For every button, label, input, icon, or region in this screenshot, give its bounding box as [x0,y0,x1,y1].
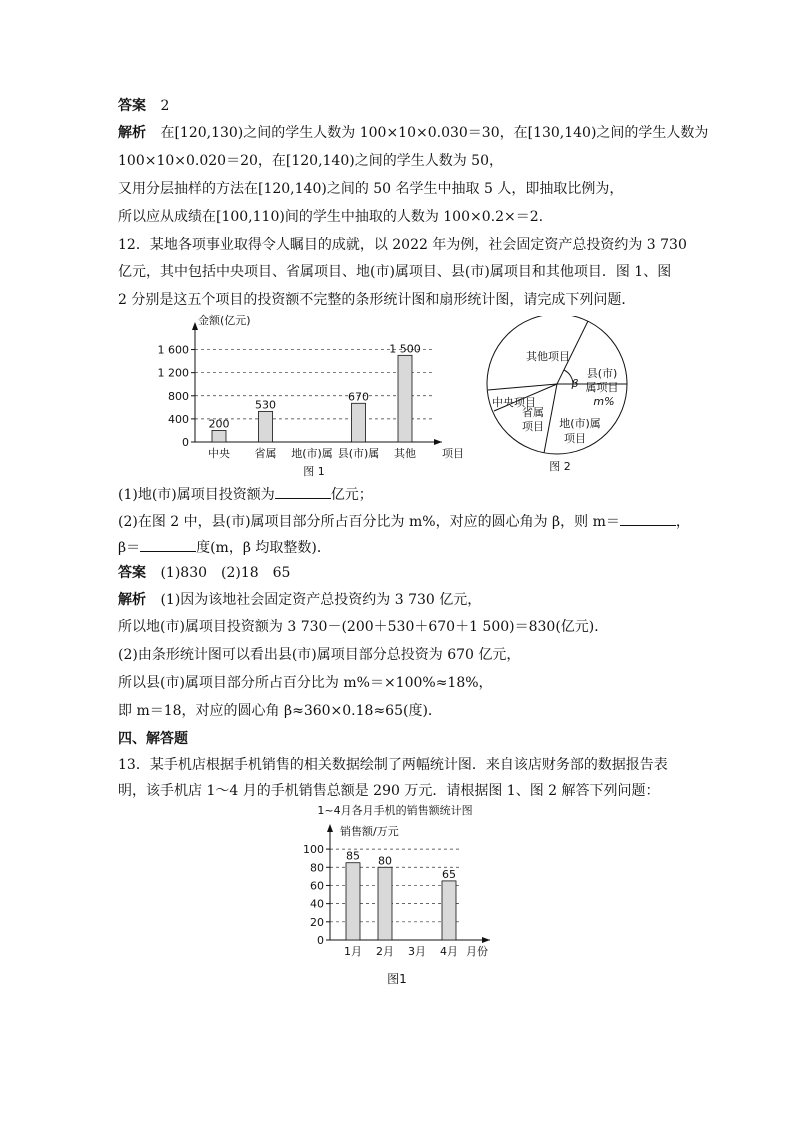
answer-blank [140,537,196,552]
q12-part-2-cont [118,537,331,558]
sales-bar-chart [300,802,510,987]
pie-label-mpct: m% [593,395,615,408]
section-heading: 四、解答题 [118,731,188,747]
q13-stem-1: 13．某手机店根据手机销售的相关数据绘制了两幅统计图．来自该店财务部的数据报告表 [118,757,668,773]
pie-label-beta: β [571,377,579,390]
q11-analysis-4: 所以应从成绩在[100,110)间的学生中抽取的人数为 100×0.2×＝2. [118,209,544,225]
chart1-category-label: 省属 [254,447,277,460]
chart2-x-arrow [482,937,490,943]
q11-analysis-2: 100×10×0.020＝20，在[120,140)之间的学生人数为 50， [118,153,503,169]
pie-divider-3 [544,384,557,453]
chart2-bar [378,867,392,940]
q12-part-2 [118,511,690,532]
chart1-data-label: 530 [255,398,276,412]
chart1-data-label: 670 [348,390,369,404]
chart2-ylabel: 销售额/万元 [340,825,399,838]
chart1-ytick-label: 0 [182,436,189,449]
pie-label-county-2: 属项目 [585,381,619,394]
chart1-caption: 图 1 [303,465,325,478]
chart1-bar [352,403,366,442]
chart2-category-label: 4月 [440,945,458,958]
pie-label-other: 其他项目 [526,350,570,363]
q12-analysis-3: (2)由条形统计图可以看出县(市)属项目部分总投资为 670 亿元， [118,647,521,663]
chart2-bar [442,881,456,940]
analysis-label: 解析 [118,125,146,141]
part2-suffix: 度(m，β 均取整数)． [196,540,331,556]
answer-label: 答案 [118,98,146,114]
investment-bar-chart [150,310,480,482]
chart1-xlabel: 项目 [442,447,464,460]
q12-answer [118,563,290,583]
q12-stem-3: 2 分别是这五个项目的投资额不完整的条形统计图和扇形统计图，请完成下列问题． [118,292,636,308]
pie-label-province-1: 省属 [522,406,544,419]
chart2-category-label: 2月 [376,945,394,958]
chart2-data-label: 80 [378,854,392,868]
answer-blank [275,484,331,499]
chart2-caption: 图1 [387,972,407,986]
q12-stem-1: 12．某地各项事业取得令人瞩目的成就，以 2022 年为例，社会固定资产总投资约为 3 730 [118,237,687,253]
chart2-data-label: 65 [442,867,456,881]
q12-stem-2: 亿元，其中包括中央项目、省属项目、地(市)属项目、县(市)属项目和其他项目．图 1、图 [118,264,672,280]
chart1-data-label: 200 [208,417,230,431]
q12-analysis-4: 所以县(市)属项目部分所占百分比为 m%＝×100%≈18%， [118,675,493,691]
chart2-ytick-label: 80 [310,861,324,875]
pie-label-county-1: 县(市) [586,367,618,380]
chart1-ytick-label: 1 200 [157,366,189,380]
chart2-ytick-label: 60 [310,879,324,893]
chart2-ytick-label: 40 [310,897,324,911]
chart2-ytick-label: 0 [317,934,324,947]
q11-analysis-3: 又用分层抽样的方法在[120,140)之间的 50 名学生中抽取 5 人，即抽取比例为， [118,181,624,197]
q12-analysis-5: 即 m＝18，对应的圆心角 β≈360×0.18≈65(度)． [118,703,442,719]
q13-stem-2: 明，该手机店 1～4 月的手机销售总额是 290 万元．请根据图 1、图 2 解答下列问题： [118,783,660,799]
part2-sep: ， [675,514,690,530]
chart1-category-label: 县(市)属 [337,447,380,460]
chart2-data-label: 85 [346,849,360,863]
answer-value: (1)830 (2)18 65 [160,565,291,581]
answer-label: 答案 [118,565,146,581]
pie-label-city-2: 项目 [564,432,586,445]
analysis-text: 在[120,130)之间的学生人数为 100×10×0.030＝30，在[130,140)之间的学生人数为 [160,125,709,141]
pie-divider-4 [488,384,557,390]
pie-label-central: 中央项目 [492,396,536,409]
chart1-category-label: 中央 [208,447,230,460]
answer-blank [620,511,676,526]
chart2-ytick-label: 100 [303,843,324,857]
pie-label-province-2: 项目 [522,420,544,433]
chart2-category-label: 3月 [408,945,426,958]
analysis-label: 解析 [118,592,146,608]
pie-caption: 图 2 [549,460,571,473]
chart2-category-label: 1月 [344,945,362,958]
q11-analysis-1 [118,123,708,143]
analysis-text: (1)因为该地社会固定资产总投资约为 3 730 亿元， [160,592,482,608]
part2-text: (2)在图 2 中，县(市)属项目部分所占百分比为 m%，对应的圆心角为 β，则 m＝ [118,514,620,530]
chart1-ytick-label: 1 600 [157,343,189,357]
chart1-category-label: 其他 [394,447,416,460]
chart1-bar [259,411,273,442]
chart2-title: 1~4月各月手机的销售额统计图 [317,804,473,817]
chart2-xlabel: 月份 [466,945,488,958]
chart1-bar [398,355,412,442]
investment-pie-chart [480,316,640,476]
part2-beta: β＝ [118,540,141,556]
chart1-category-label: 地(市)属 [291,447,333,460]
chart2-bar [346,863,360,940]
chart2-ytick-label: 20 [310,915,324,929]
q12-analysis-1 [118,590,481,610]
q12-analysis-2: 所以地(市)属项目投资额为 3 730－(200＋530＋670＋1 500)＝830(亿元)． [118,619,609,635]
chart1-x-arrow [434,439,442,445]
part1-text: (1)地(市)属项目投资额为 [118,487,275,503]
chart1-ytick-label: 400 [168,412,189,426]
chart1-data-label: 1 500 [389,342,421,356]
chart1-ylabel: 金额(亿元) [198,314,251,327]
chart1-ytick-label: 800 [168,389,189,403]
part1-suffix: 亿元； [330,487,373,503]
q12-part-1 [118,484,373,505]
q11-answer [118,96,169,116]
answer-value: 2 [160,98,170,114]
chart1-bar [212,430,226,442]
chart2-y-arrow [327,824,333,832]
pie-label-city-1: 地(市)属 [559,417,601,430]
